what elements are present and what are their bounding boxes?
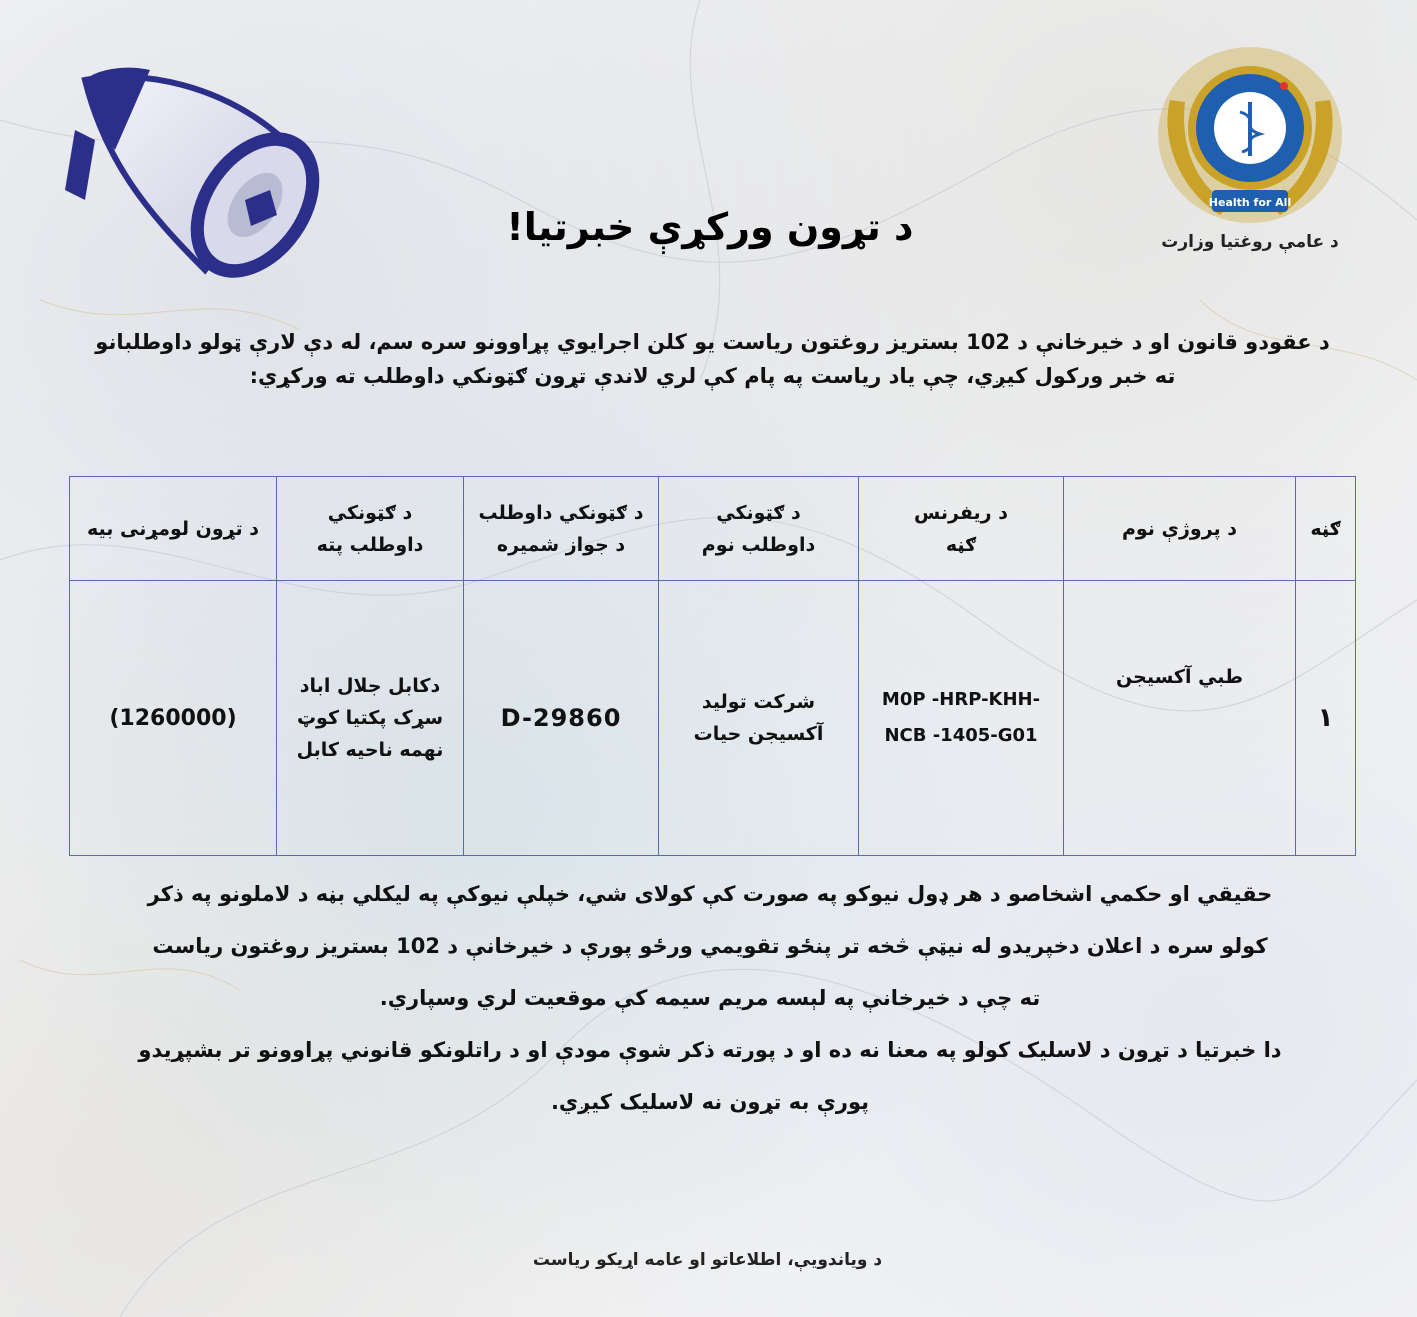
reference-line: NCB -1405-G01 xyxy=(884,725,1038,746)
cell-reference xyxy=(859,581,1064,856)
table-header-row xyxy=(70,477,1356,581)
body-line: کولو سره د اعلان دخپریدو له نیټې څخه تر پنځو تقویمي ورځو پورې د خیرخانې د 102 بستریز روغتون ریاست xyxy=(152,934,1268,958)
table-row xyxy=(70,581,1356,856)
body-paragraph xyxy=(60,868,1360,1128)
cell-number: ۱ xyxy=(1296,581,1356,856)
body-line: ته چې د خیرخانې په لېسه مریم سیمه کې موقعیت لري وسپاري. xyxy=(379,986,1041,1010)
body-line: دا خبرتیا د تړون د لاسلیک کولو په معنا نه ده او د پورته ذکر شوې مودې او د راتلونکو قانوني پړاوونو تر بشپړیدو xyxy=(138,1038,1282,1062)
megaphone-icon xyxy=(55,40,325,280)
reference-line: M0P -HRP-KHH- xyxy=(881,689,1041,710)
header-reference: د ریفرنس ګڼه xyxy=(859,477,1064,581)
header-number: ګڼه xyxy=(1296,477,1356,581)
header-license: د ګټونکي داوطلب د جواز شمیره xyxy=(464,477,659,581)
ministry-emblem-icon xyxy=(1150,40,1350,230)
intro-line: ته خبر ورکول کیږي، چې یاد ریاست په پام کې لري لاندې تړون ګټونکي داوطلب ته ورکړي: xyxy=(249,364,1176,388)
header-address: د ګټونکي داوطلب پته xyxy=(277,477,464,581)
header-price: د تړون لومړنی بیه xyxy=(70,477,277,581)
body-line: حقیقي او حکمي اشخاصو د هر ډول نیوکو په صورت کې کولای شي، خپلې نیوکې په لیکلي بڼه د لاملونو په ذکر xyxy=(147,882,1273,906)
header-project-name: د پروژې نوم xyxy=(1064,477,1296,581)
cell-price: (1260000) xyxy=(70,581,277,856)
ministry-caption: د عامې روغتیا وزارت xyxy=(1161,232,1339,252)
cell-address: دکابل جلال اباد سړک پکتیا کوټ نهمه ناحیه کابل xyxy=(277,581,464,856)
emblem-motto: Health for All xyxy=(1208,196,1292,209)
intro-paragraph xyxy=(70,325,1355,393)
header-winner-name: د ګټونکي داوطلب نوم xyxy=(659,477,859,581)
cell-winner-name: شرکت تولید آکسیجن حیات xyxy=(659,581,859,856)
page-title: د تړون ورکړې خبرتیا! xyxy=(506,205,914,249)
body-line: پورې به تړون نه لاسلیک کیږي. xyxy=(550,1090,870,1114)
tender-table xyxy=(69,476,1356,856)
cell-project-name: طبي آکسیجن xyxy=(1064,581,1296,856)
footer-signature: د ویاندویې، اطلاعاتو او عامه اړیکو ریاست xyxy=(532,1250,883,1270)
cell-license: D-29860 xyxy=(464,581,659,856)
intro-line: د عقودو قانون او د خیرخانې د 102 بستریز روغتون ریاست یو کلن اجرایوي پړاوونو سره سم، له دې لارې ټولو داوطلبانو xyxy=(95,330,1330,354)
